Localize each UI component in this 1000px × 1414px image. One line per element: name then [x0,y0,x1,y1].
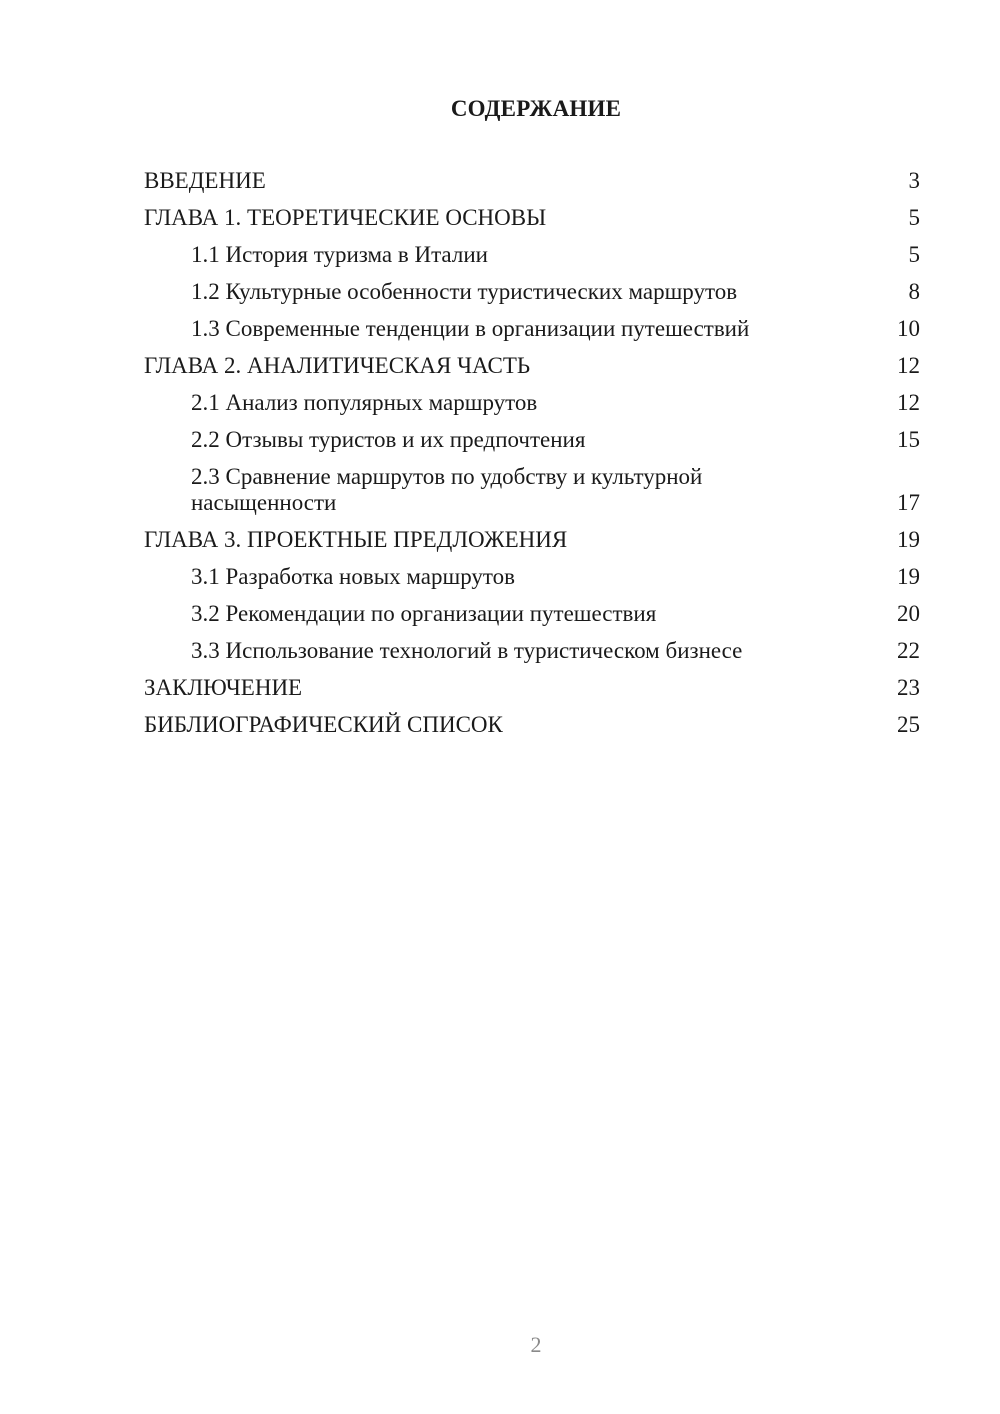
toc-entry-page: 25 [897,712,920,737]
toc-entry-text: ВВЕДЕНИЕ [144,168,266,193]
toc-entry-page: 10 [897,316,920,341]
toc-entry-section-1-3[interactable] [144,316,920,342]
toc-entry-page: 5 [908,242,920,267]
toc-entry-text: 3.3 Использование технологий в туристическом бизнесе [191,638,743,663]
toc-entry-text: 1.3 Современные тенденции в организации путешествий [191,316,750,341]
toc-entry-page: 12 [897,353,920,378]
toc-entry-section-2-1[interactable] [144,390,920,416]
page-number: 2 [530,1332,542,1357]
toc-entry-text: ГЛАВА 2. АНАЛИТИЧЕСКАЯ ЧАСТЬ [144,353,531,378]
toc-entry-section-3-1[interactable] [144,564,920,590]
toc-entry-page: 23 [897,675,920,700]
toc-entry-text: ЗАКЛЮЧЕНИЕ [144,675,303,700]
toc-entry-chapter-1[interactable] [144,205,920,231]
toc-entry-page: 8 [908,279,920,304]
toc-entry-text: 1.1 История туризма в Италии [191,242,488,267]
toc-entry-chapter-3[interactable] [144,527,920,553]
toc-entry-text: 1.2 Культурные особенности туристических маршрутов [191,279,738,304]
toc-entry-text: ГЛАВА 1. ТЕОРЕТИЧЕСКИЕ ОСНОВЫ [144,205,547,230]
toc-entry-section-3-3[interactable] [144,638,920,664]
toc-entry-page: 17 [897,490,920,515]
toc-entry-page: 20 [897,601,920,626]
toc-entry-page: 19 [897,527,920,552]
toc-entry-bibliography[interactable] [144,712,920,738]
toc-entry-page: 12 [897,390,920,415]
toc-entry-chapter-2[interactable] [144,353,920,379]
toc-entry-page: 5 [908,205,920,230]
toc-entry-text: БИБЛИОГРАФИЧЕСКИЙ СПИСОК [144,712,503,737]
toc-entry-page: 22 [897,638,920,663]
toc-entry-text: 2.2 Отзывы туристов и их предпочтения [191,427,586,452]
toc-entry-section-1-1[interactable] [144,242,920,268]
toc-entry-text: 2.1 Анализ популярных маршрутов [191,390,538,415]
toc-entry-text: 3.1 Разработка новых маршрутов [191,564,516,589]
toc-title: СОДЕРЖАНИЕ [450,96,622,121]
toc-entry-section-2-3[interactable] [144,464,920,516]
toc-entry-section-1-2[interactable] [144,279,920,305]
toc-entry-introduction[interactable] [144,168,920,194]
toc-entry-text: 2.3 Сравнение маршрутов по удобству и культурной насыщенности [191,464,703,515]
toc-entry-page: 15 [897,427,920,452]
toc-entry-text: ГЛАВА 3. ПРОЕКТНЫЕ ПРЕДЛОЖЕНИЯ [144,527,568,552]
toc-entry-page: 19 [897,564,920,589]
toc-entry-page: 3 [908,168,920,193]
toc-entry-text: 3.2 Рекомендации по организации путешествия [191,601,657,626]
toc-entry-section-2-2[interactable] [144,427,920,453]
toc-entry-section-3-2[interactable] [144,601,920,627]
toc-entry-conclusion[interactable] [144,675,920,701]
table-of-contents [144,168,920,749]
